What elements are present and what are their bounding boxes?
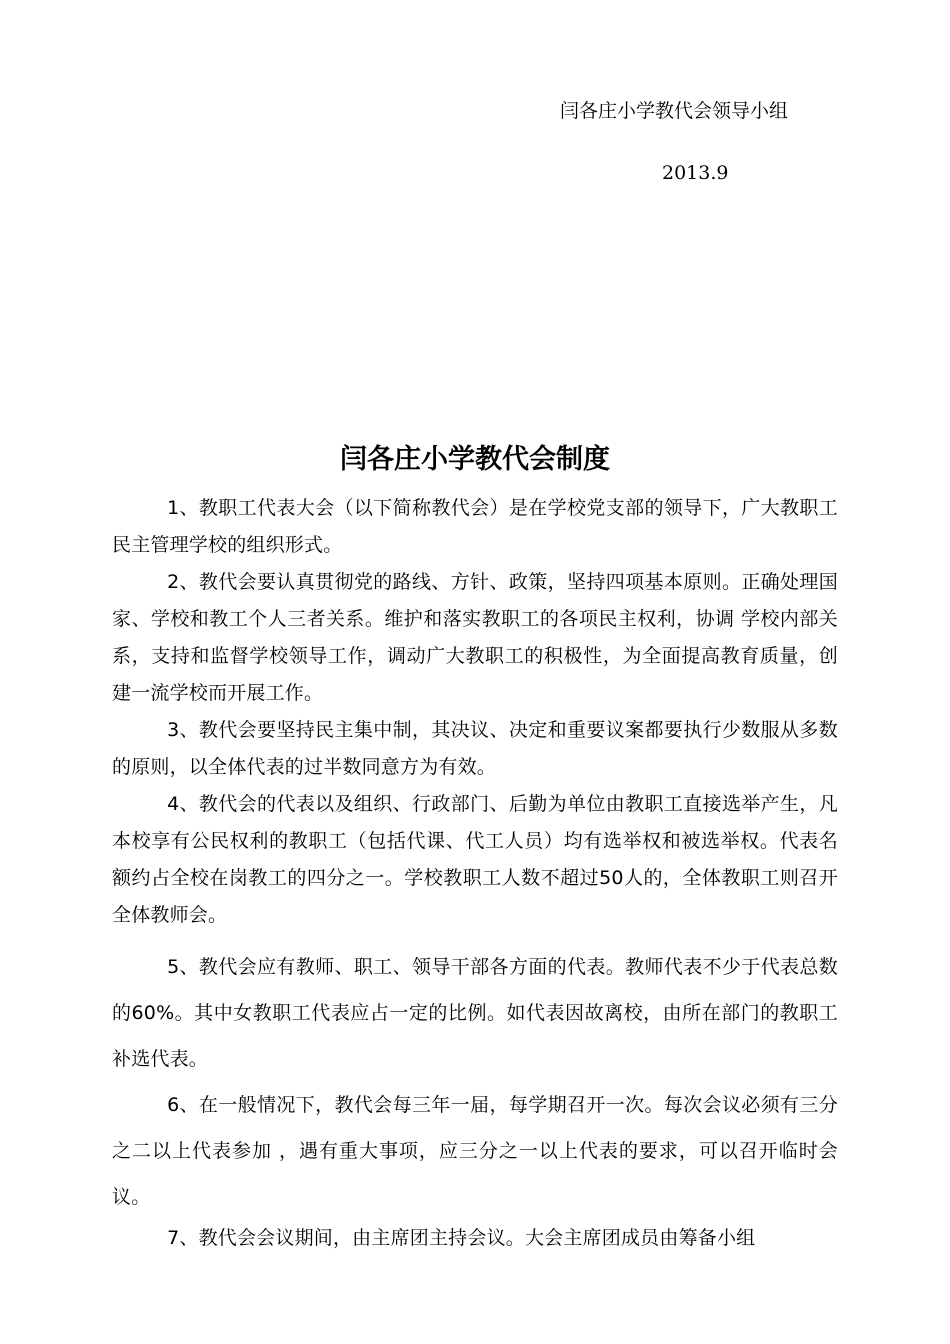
paragraph-1: 1、教职工代表大会（以下简称教代会）是在学校党支部的领导下，广大教职工民主管理学校的组织形式。 bbox=[112, 497, 838, 556]
paragraph-5: 5、教代会应有教师、职工、领导干部各方面的代表。教师代表不少于代表总数的60%。其中女教职工代表应占一定的比例。如代表因故离校，由所在部门的教职工补选代表。 bbox=[112, 956, 838, 1070]
paragraph-7: 7、教代会会议期间，由主席团主持会议。大会主席团成员由筹备小组 bbox=[167, 1227, 756, 1249]
document-body bbox=[112, 490, 838, 1257]
paragraph-2: 2、教代会要认真贯彻党的路线、方针、政策，坚持四项基本原则。正确处理国家、学校和教工个人三者关系。维护和落实教职工的各项民主权利，协调 学校内部关系，支持和监督学校领导工作，调动广大教职工的积极性，为全面提高教育质量，创建一流学校而开展工作。 bbox=[112, 571, 838, 704]
paragraph-4: 4、教代会的代表以及组织、行政部门、后勤为单位由教职工直接选举产生，凡本校享有公民权利的教职工（包括代课、代工人员）均有选举权和被选举权。代表名额约占全校在岗教工的四分之一。学校教职工人数不超过50人的，全体教职工则召开全体教师会。 bbox=[112, 793, 838, 926]
paragraph-6: 6、在一般情况下，教代会每三年一届，每学期召开一次。每次会议必须有三分之二以上代表参加 ，遇有重大事项，应三分之一以上代表的要求，可以召开临时会议。 bbox=[112, 1094, 838, 1208]
paragraph-3: 3、教代会要坚持民主集中制，其决议、决定和重要议案都要执行少数服从多数的原则，以全体代表的过半数同意方为有效。 bbox=[112, 719, 838, 778]
signature-date: 2013.9 bbox=[662, 162, 729, 184]
document-title: 闫各庄小学教代会制度 bbox=[340, 444, 610, 475]
signature-organization: 闫各庄小学教代会领导小组 bbox=[560, 100, 789, 122]
